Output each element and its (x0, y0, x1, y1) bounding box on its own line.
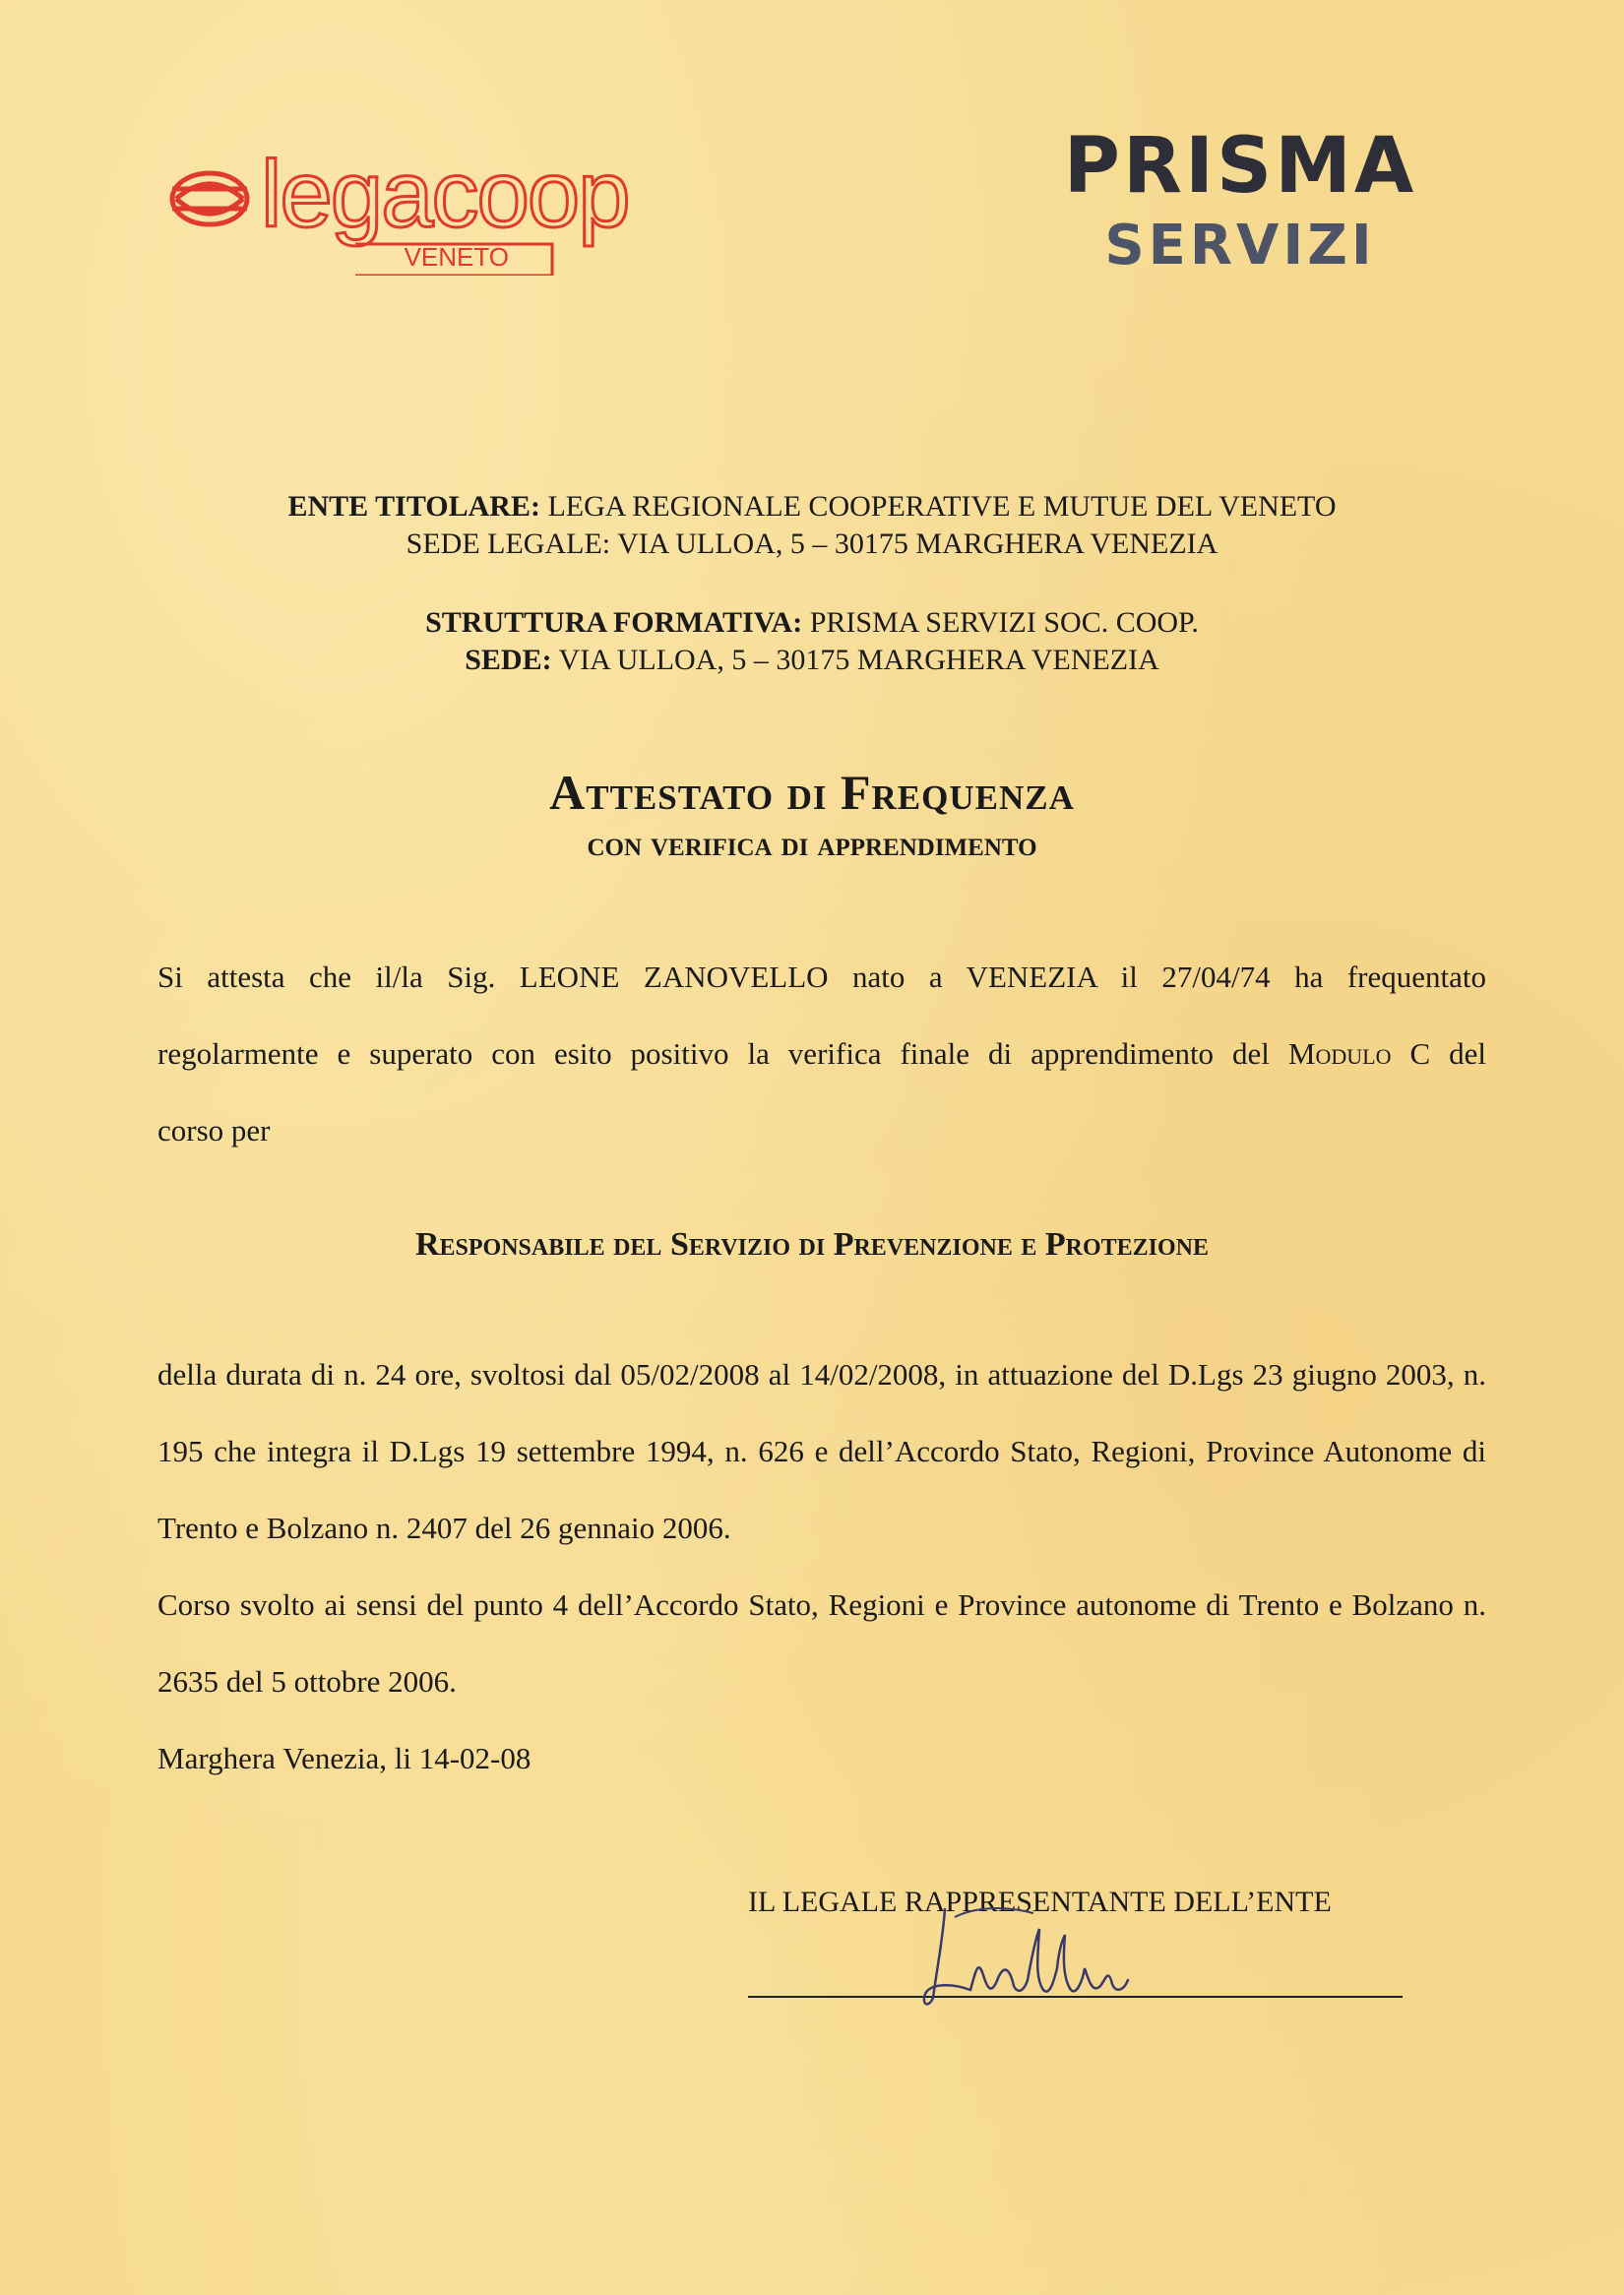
struttura-formativa-line (0, 604, 1624, 642)
prisma-subtitle: SERVIZI (1104, 214, 1376, 278)
struttura-label: STRUTTURA FORMATIVA: (425, 606, 803, 639)
sede-value: VIA ULLOA, 5 – 30175 MARGHERA VENEZIA (558, 644, 1159, 676)
attestation-line-2b: del (1430, 1036, 1487, 1071)
certificate-subtitle: con verifica di apprendimento (587, 824, 1037, 863)
sede-line (0, 642, 1624, 679)
svg-text:legacoop: legacoop (261, 142, 629, 247)
ente-value: LEGA REGIONALE COOPERATIVE E MUTUE DEL VENETO (547, 490, 1337, 523)
sede-legale-line: SEDE LEGALE: VIA ULLOA, 5 – 30175 MARGHERA VENEZIA (406, 527, 1218, 560)
course-duration-paragraph: della durata di n. 24 ore, svoltosi dal 05/02/2008 al 14/02/2008, in attuazione del D.Lgs 23 giugno 2003, n. 195 che integra il D.Lgs 19 settembre 1994, n. 626 e dell’Accordo Stato, Regioni, Province Autonome di Trento e Bolzano n. 2407 del 26 gennaio 2006. (157, 1357, 1486, 1545)
attestation-text (157, 939, 1486, 1169)
sede-label: SEDE: (465, 644, 552, 676)
legacoop-logo (162, 128, 733, 276)
ente-label: ENTE TITOLARE: (287, 490, 540, 523)
prisma-title: PRISMA (1063, 122, 1417, 211)
course-title: Responsabile del Servizio di Prevenzione e Protezione (414, 1226, 1209, 1263)
attestation-line-1: Si attesta che il/la Sig. LEONE ZANOVELLO nato a VENEZIA il 27/04/74 ha frequentato (157, 960, 1486, 994)
certificate-title: Attestato di Frequenza (549, 765, 1075, 820)
handwritten-signature (915, 1899, 1211, 2022)
course-details (157, 1336, 1486, 1797)
place-date: Marghera Venezia, li 14-02-08 (157, 1741, 531, 1775)
modulo-label: Modulo C (1287, 1036, 1431, 1071)
course-reference-paragraph: Corso svolto ai sensi del punto 4 dell’Accordo Stato, Regioni e Province autonome di Trento e Bolzano n. 2635 del 5 ottobre 2006. (157, 1587, 1486, 1699)
attestation-line-2a: regolarmente e superato con esito positivo la verifica finale di apprendimento del (157, 1036, 1288, 1071)
ente-titolare-line (0, 488, 1624, 526)
svg-text:VENETO: VENETO (404, 242, 509, 272)
attestation-line-3: corso per (157, 1113, 271, 1148)
attestation-line-2 (157, 1016, 1486, 1092)
prisma-servizi-logo (1024, 122, 1457, 278)
signature-label: IL LEGALE RAPPRESENTANTE DELL’ENTE (748, 1886, 1332, 1918)
struttura-value: PRISMA SERVIZI SOC. COOP. (809, 606, 1199, 639)
